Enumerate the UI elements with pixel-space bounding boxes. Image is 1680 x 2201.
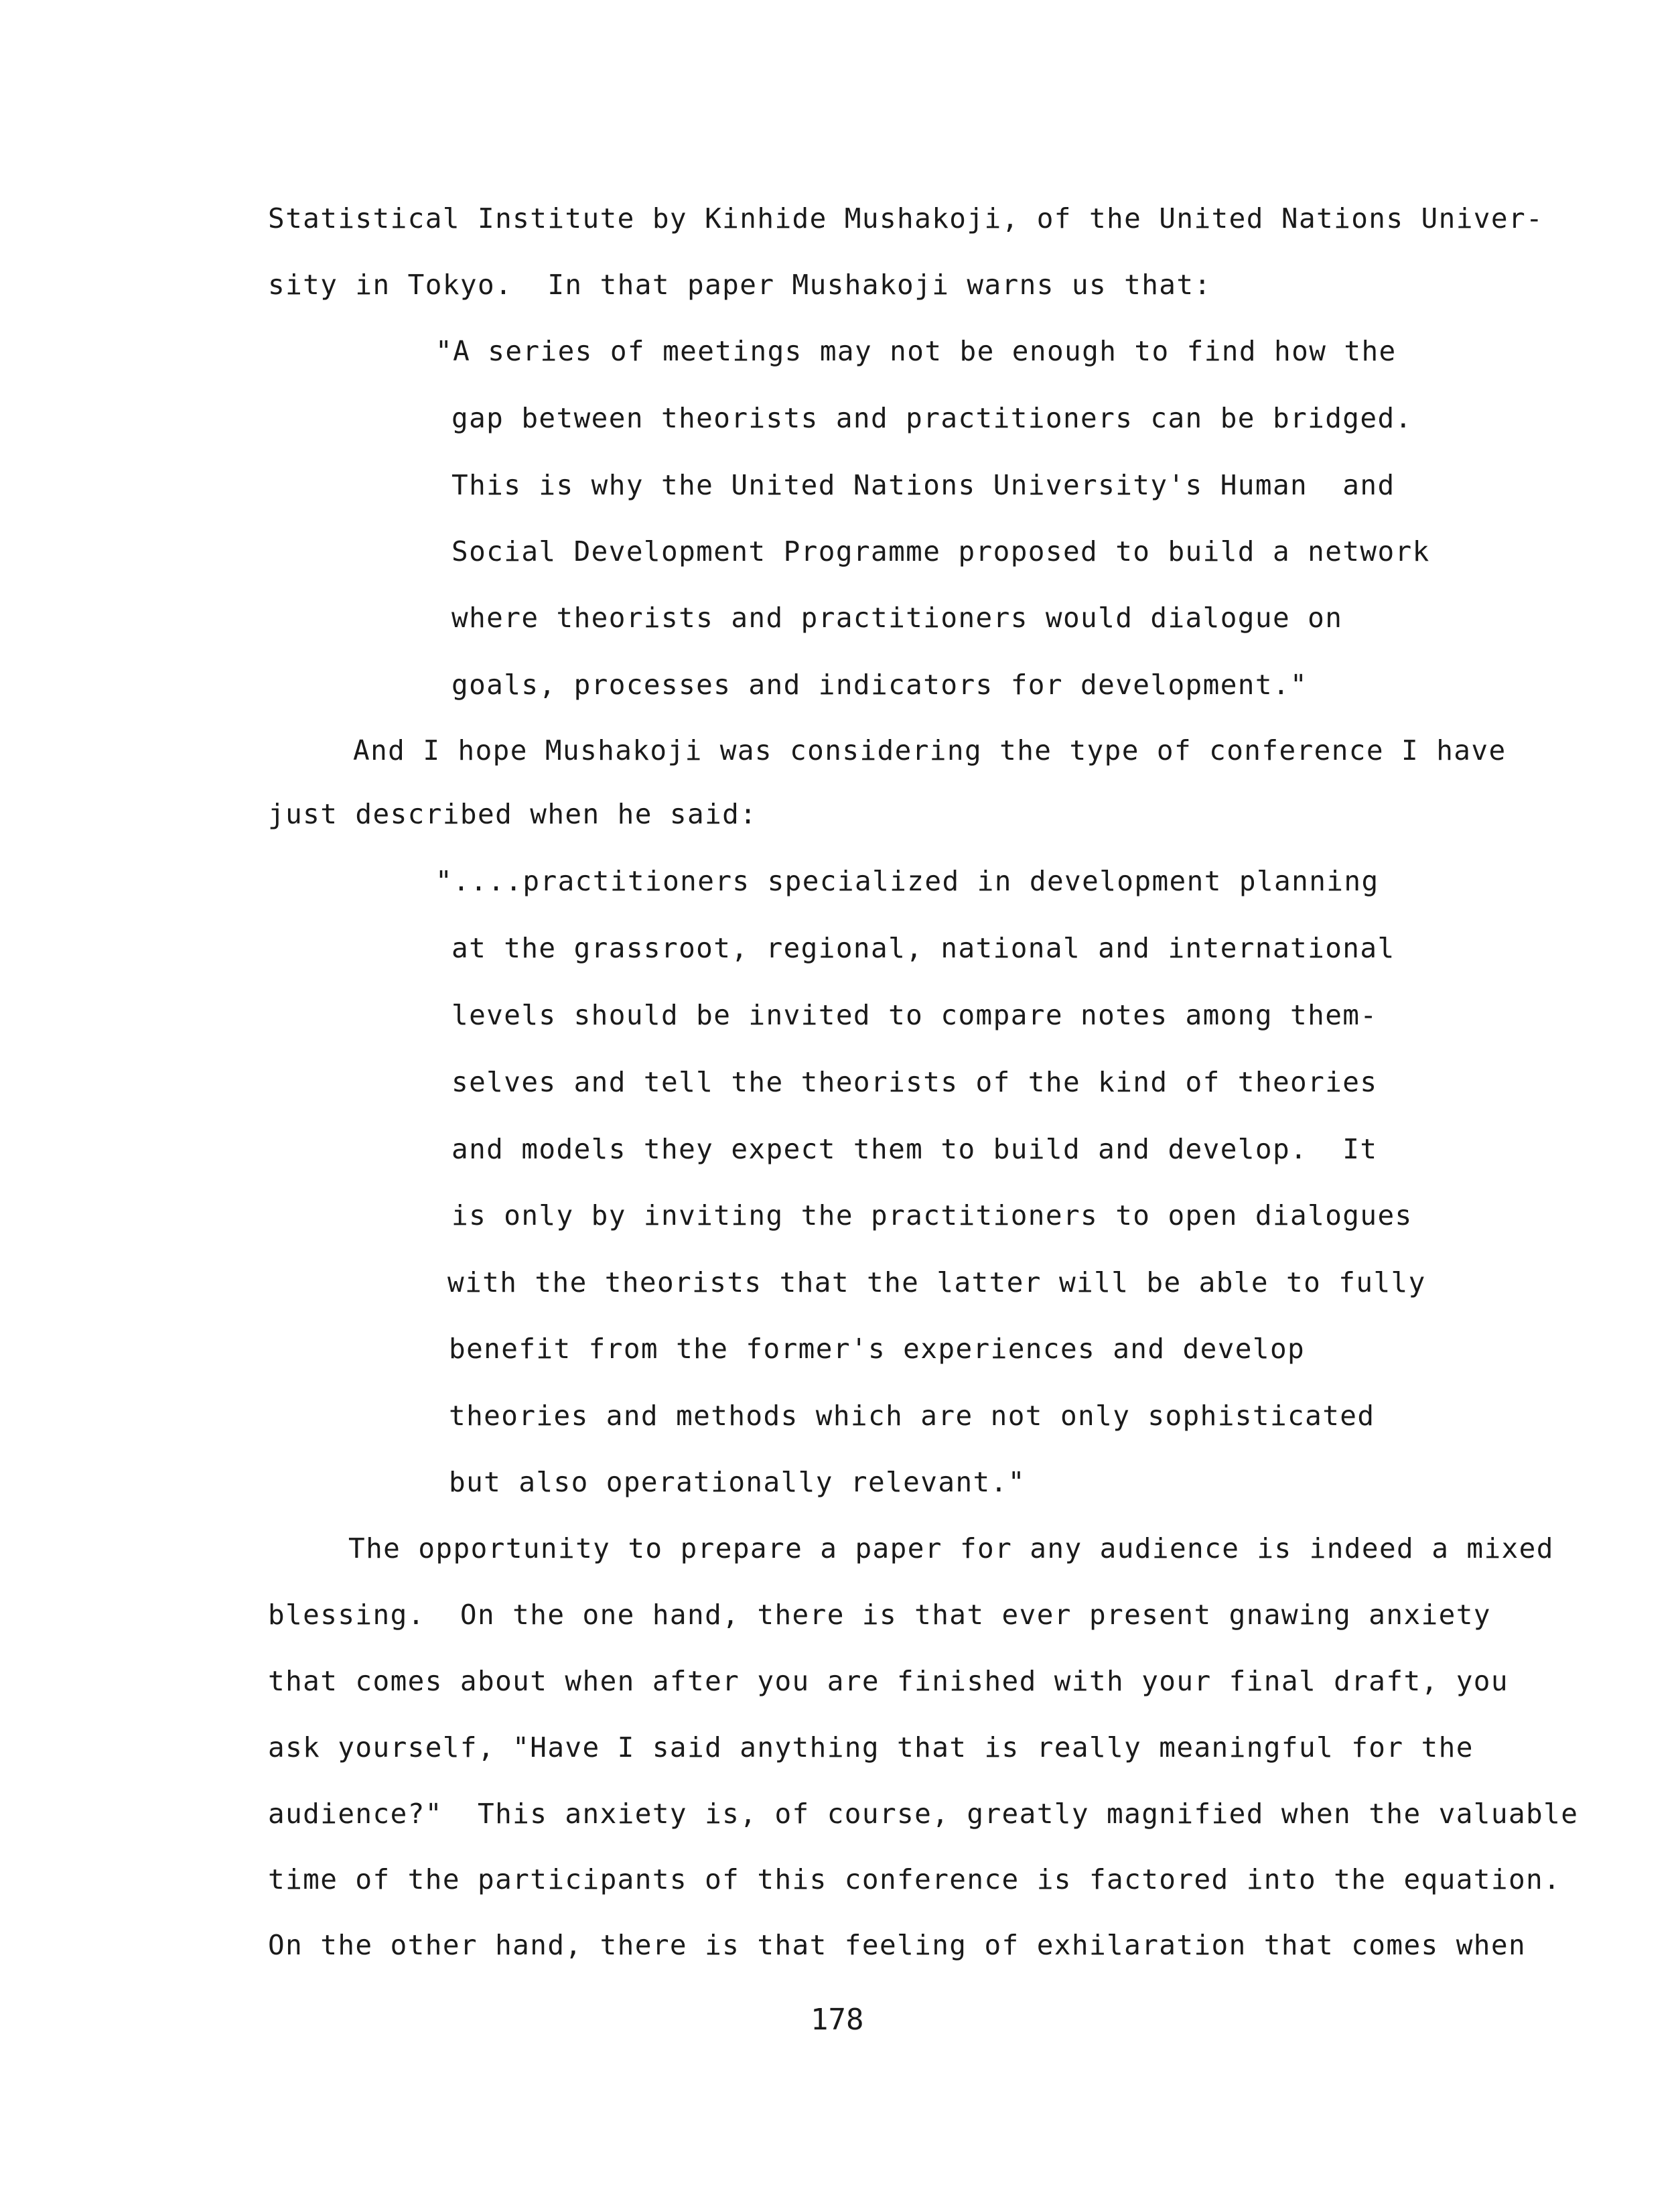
quote-text-line: "A series of meetings may not be enough to find how the — [435, 335, 1397, 367]
body-text-line: And I hope Mushakoji was considering the type of conference I have — [353, 734, 1507, 766]
quote-text-line: is only by inviting the practitioners to open dialogues — [451, 1199, 1413, 1231]
quote-text-line: Social Development Programme proposed to build a network — [451, 535, 1430, 568]
quote-text-line: and models they expect them to build and develop. It — [451, 1133, 1378, 1165]
quote-text-line: theories and methods which are not only sophisticated — [449, 1400, 1375, 1432]
quote-text-line: goals, processes and indicators for development." — [451, 669, 1308, 701]
body-text-line: audience?" This anxiety is, of course, greatly magnified when the valuable — [268, 1798, 1579, 1830]
quote-text-line: "....practitioners specialized in development planning — [435, 865, 1379, 897]
body-text-line: The opportunity to prepare a paper for any audience is indeed a mixed — [348, 1532, 1554, 1564]
quote-text-line: but also operationally relevant." — [449, 1466, 1026, 1498]
quote-text-line: gap between theorists and practitioners can be bridged. — [451, 402, 1413, 434]
quote-text-line: benefit from the former's experiences and develop — [449, 1333, 1306, 1365]
quote-text-line: where theorists and practitioners would dialogue on — [451, 602, 1343, 634]
body-text-line: Statistical Institute by Kinhide Mushakoji, of the United Nations Univer- — [268, 202, 1544, 235]
page-number: 178 — [811, 2003, 864, 2037]
quote-text-line: selves and tell the theorists of the kind of theories — [451, 1066, 1378, 1098]
body-text-line: sity in Tokyo. In that paper Mushakoji warns us that: — [268, 269, 1212, 301]
quote-text-line: at the grassroot, regional, national and international — [451, 932, 1395, 964]
body-text-line: time of the participants of this conference is factored into the equation. — [268, 1863, 1561, 1895]
quote-text-line: This is why the United Nations University's Human and — [451, 469, 1395, 501]
quote-text-line: levels should be invited to compare notes among them- — [451, 999, 1378, 1031]
quote-text-line: with the theorists that the latter will be able to fully — [447, 1266, 1426, 1298]
body-text-line: ask yourself, "Have I said anything that is really meaningful for the — [268, 1731, 1474, 1763]
body-text-line: that comes about when after you are finished with your final draft, you — [268, 1665, 1509, 1697]
body-text-line: blessing. On the one hand, there is that ever present gnawing anxiety — [268, 1599, 1491, 1631]
body-text-line: just described when he said: — [268, 798, 758, 830]
body-text-line: On the other hand, there is that feeling of exhilaration that comes when — [268, 1929, 1527, 1961]
